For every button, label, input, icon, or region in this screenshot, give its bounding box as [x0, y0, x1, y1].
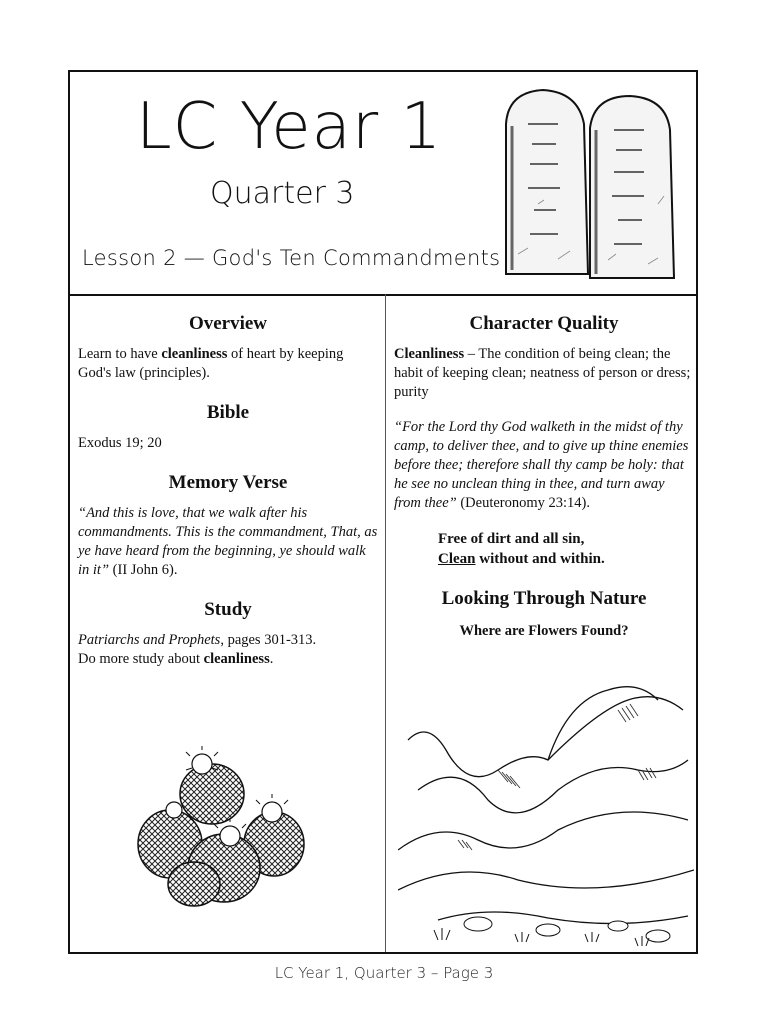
character-verse-quote: “For the Lord thy God walketh in the midst of thy camp, to deliver thee, and to give up thine enemies before thee; therefore shall thy camp be holy: that he see no unclean thing in thee, and turn away from thee”: [394, 419, 689, 511]
page-subtitle: Quarter 3: [210, 176, 355, 211]
character-term: Cleanliness: [394, 346, 465, 362]
header: [70, 72, 696, 296]
study-text-part: Do more study about: [78, 651, 204, 667]
left-column: [78, 294, 378, 669]
page-footer: LC Year 1, Quarter 3 – Page 3: [274, 964, 494, 982]
character-verse-reference: (Deuteronomy 23:14).: [456, 495, 590, 511]
study-pages: , pages 301-313.: [220, 632, 317, 648]
study-book-title: Patriarchs and Prophets: [78, 632, 221, 648]
page-frame: [68, 70, 698, 954]
character-definition: [394, 345, 694, 402]
looking-through-nature-heading: Looking Through Nature: [441, 588, 647, 609]
study-heading: Study: [204, 599, 252, 620]
lesson-title: Lesson 2 — God's Ten Commandments: [82, 246, 501, 270]
memory-verse-text: [78, 504, 378, 580]
bible-heading: Bible: [206, 402, 250, 423]
couplet-underlined-word: Clean: [438, 551, 476, 567]
right-column: [394, 294, 694, 641]
memory-verse-heading: Memory Verse: [168, 472, 288, 493]
couplet: [438, 529, 694, 569]
overview-heading: Overview: [188, 313, 268, 334]
overview-text-part: Learn to have: [78, 346, 162, 362]
couplet-line-1: Free of dirt and all sin,: [438, 531, 585, 547]
overview-text-part: of heart by keeping God's law (principles).: [78, 346, 344, 381]
column-divider: [385, 294, 386, 952]
overview-text: [78, 345, 378, 383]
character-quality-heading: Character Quality: [469, 313, 619, 334]
memory-verse-reference: (II John 6).: [109, 562, 178, 578]
bible-text: Exodus 19; 20: [78, 435, 162, 451]
page-title: LC Year 1: [136, 90, 443, 164]
character-definition-text: – The condition of being clean; the habit of keeping clean; neatness of person or dress; purity: [394, 346, 691, 400]
cactus-illustration: [134, 744, 314, 914]
study-text: [78, 631, 378, 669]
mountain-landscape-illustration: [398, 680, 694, 950]
character-verse: [394, 418, 694, 513]
study-text-part: .: [269, 651, 274, 667]
overview-bold-term: cleanliness: [161, 346, 228, 362]
memory-verse-quote: “And this is love, that we walk after his commandments. This is the commandment, That, as ye have heard from the beginning, ye should walk in it”: [78, 505, 378, 578]
stone-tablets-illustration: [498, 84, 688, 284]
couplet-line-2: without and within.: [475, 551, 605, 567]
study-bold-term: cleanliness: [203, 651, 270, 667]
nature-question: Where are Flowers Found?: [459, 623, 629, 639]
